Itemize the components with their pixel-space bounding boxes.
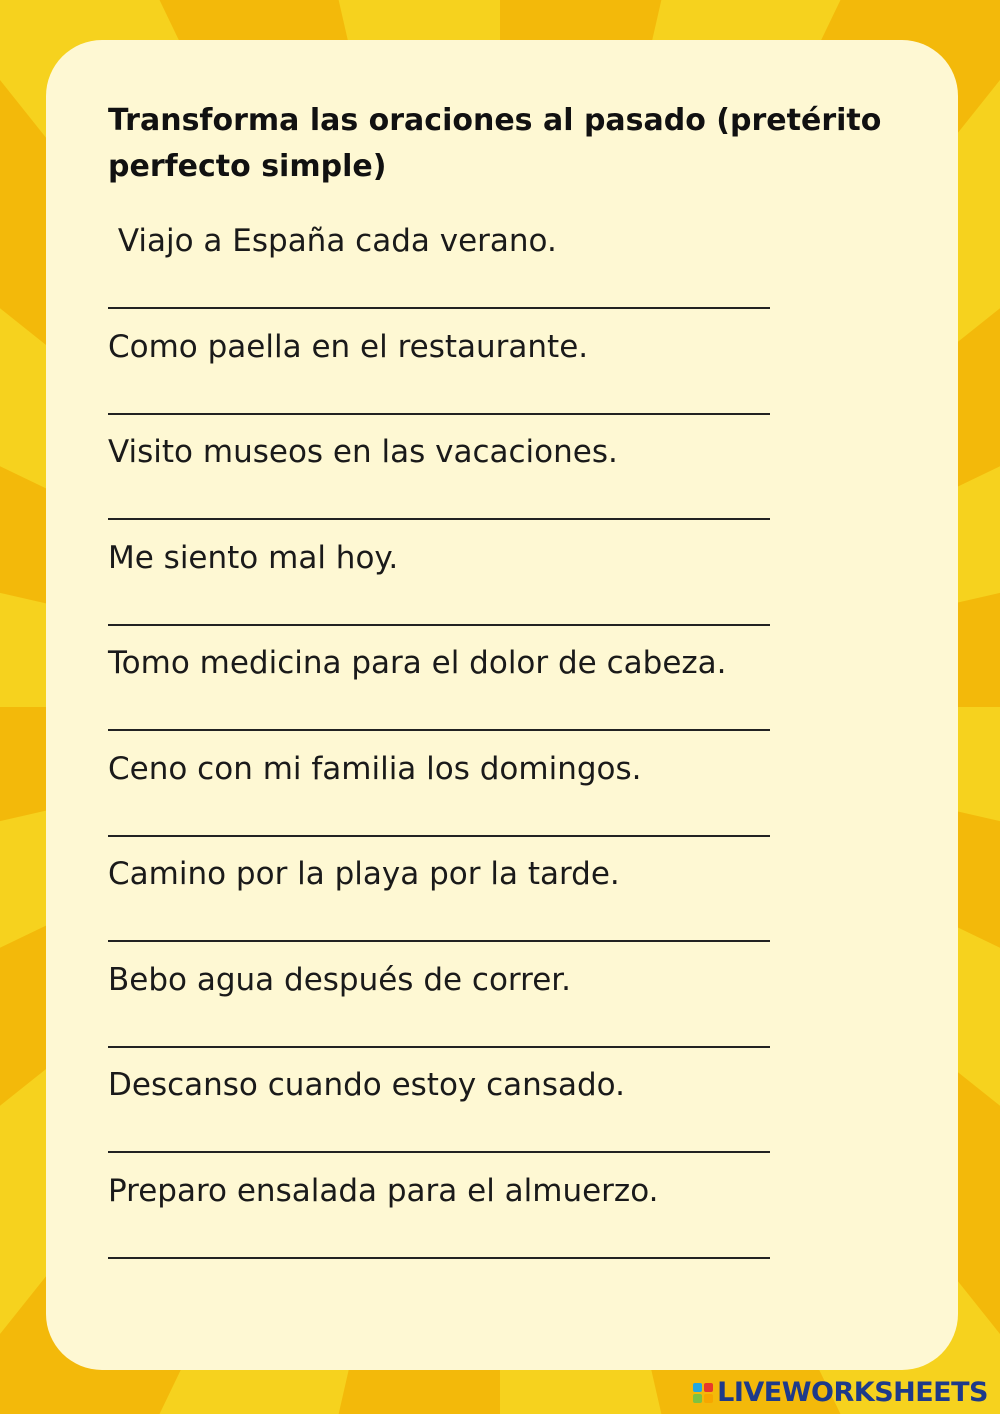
exercise-sentence: Visito museos en las vacaciones. bbox=[108, 434, 618, 470]
exercise-sentence: Descanso cuando estoy cansado. bbox=[108, 1067, 625, 1103]
answer-line[interactable] bbox=[108, 518, 770, 520]
exercise-item bbox=[108, 531, 828, 637]
answer-line[interactable] bbox=[108, 940, 770, 942]
liveworksheets-logo[interactable] bbox=[693, 1377, 988, 1408]
exercise-item bbox=[108, 742, 828, 848]
exercise-sentence: Preparo ensalada para el almuerzo. bbox=[108, 1172, 659, 1209]
exercise-sentence: Ceno con mi familia los domingos. bbox=[108, 750, 642, 787]
answer-line[interactable] bbox=[108, 1046, 770, 1048]
exercise-item bbox=[108, 214, 828, 320]
exercise-item bbox=[108, 425, 828, 531]
answer-line[interactable] bbox=[108, 624, 770, 626]
exercise-item bbox=[108, 320, 828, 426]
answer-line[interactable] bbox=[108, 1257, 770, 1259]
answer-line[interactable] bbox=[108, 1151, 770, 1153]
exercise-list bbox=[108, 214, 828, 1269]
liveworksheets-logo-icon bbox=[693, 1383, 713, 1403]
exercise-sentence: Bebo agua después de correr. bbox=[108, 961, 572, 998]
exercise-item bbox=[108, 847, 828, 953]
exercise-sentence: Como paella en el restaurante. bbox=[108, 328, 589, 365]
worksheet-title: Transforma las oraciones al pasado (pretérito perfecto simple) bbox=[108, 103, 882, 184]
answer-line[interactable] bbox=[108, 413, 770, 415]
exercise-sentence: Tomo medicina para el dolor de cabeza. bbox=[108, 645, 727, 681]
answer-line[interactable] bbox=[108, 307, 770, 309]
exercise-item bbox=[108, 1058, 828, 1164]
exercise-sentence: Viajo a España cada verano. bbox=[108, 223, 557, 259]
exercise-item bbox=[108, 636, 828, 742]
exercise-item bbox=[108, 953, 828, 1059]
liveworksheets-logo-text: LIVEWORKSHEETS bbox=[717, 1377, 988, 1408]
exercise-sentence: Me siento mal hoy. bbox=[108, 539, 399, 576]
answer-line[interactable] bbox=[108, 729, 770, 731]
exercise-sentence: Camino por la playa por la tarde. bbox=[108, 856, 620, 892]
answer-line[interactable] bbox=[108, 835, 770, 837]
exercise-item bbox=[108, 1164, 828, 1270]
